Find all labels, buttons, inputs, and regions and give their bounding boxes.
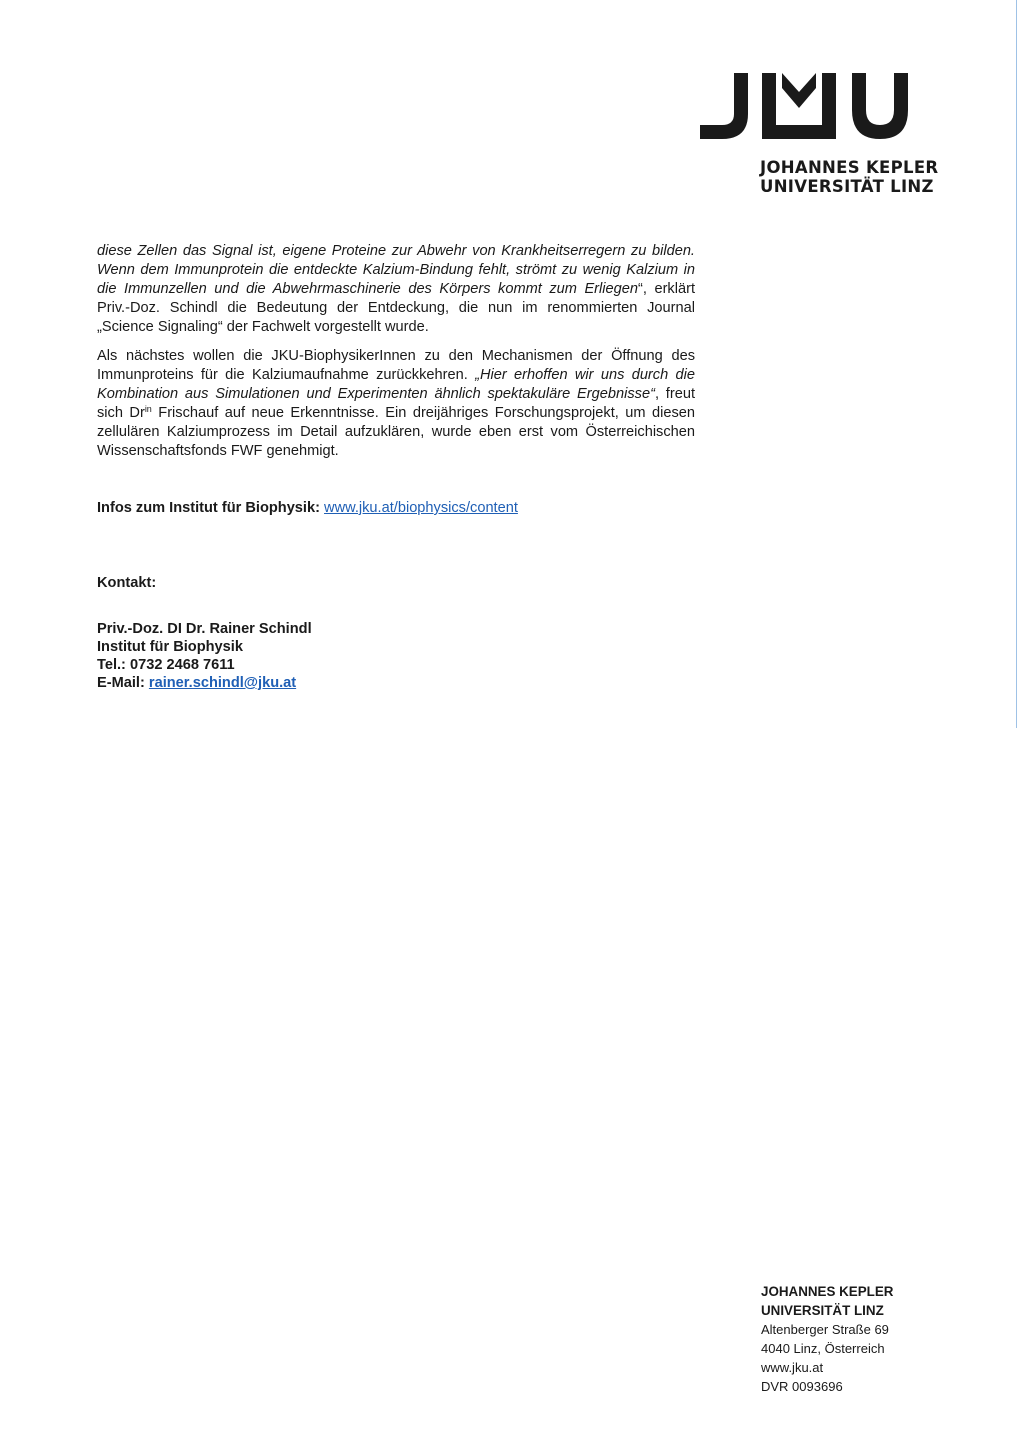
contact-email-link[interactable]: rainer.schindl@jku.at: [148, 675, 297, 691]
paragraph-1-rest: “, erklärt Priv.-Doz. Schindl die Bedeutung der Entdeckung, die nun im renommierten Journal „Science Signaling“ der Fachwelt vorgestellt wurde.: [97, 281, 695, 335]
paragraph-2: [97, 347, 695, 461]
page-edge-line: [1016, 0, 1017, 728]
contact-institute: Institut für Biophysik: [97, 639, 243, 655]
logo-line-1: JOHANNES KEPLER: [760, 158, 939, 177]
contact-phone: Tel.: 0732 2468 7611: [97, 657, 235, 673]
footer-dvr: DVR 0093696: [761, 1379, 843, 1394]
paragraph-2-quote: „Hier erhoffen wir uns durch die Kombination aus Simulationen und Experimenten ähnlich spektakuläre Ergebnisse“: [97, 367, 695, 402]
paragraph-2-part-2: , freut sich Dr: [97, 386, 696, 421]
institute-link[interactable]: www.jku.at/biophysics/content: [324, 500, 518, 516]
contact-email-row: [97, 674, 312, 692]
footer-address: [761, 1282, 893, 1396]
contact-block: [97, 620, 312, 692]
footer-line-2: UNIVERSITÄT LINZ: [761, 1303, 884, 1318]
contact-name: Priv.-Doz. DI Dr. Rainer Schindl: [97, 621, 312, 637]
body-text: [97, 242, 695, 461]
jku-logo: [698, 70, 953, 200]
paragraph-2-part-3: Frischauf auf neue Erkenntnisse. Ein dreijähriges Forschungsprojekt, um diesen zellulären Kalziumprozess im Detail aufzuklären, wurde eben erst vom Österreichischen Wissenschaftsfonds FWF genehmigt.: [97, 405, 696, 459]
contact-email-label: E-Mail:: [97, 675, 145, 691]
logo-wordmark: [760, 158, 938, 196]
paragraph-1-quote: diese Zellen das Signal ist, eigene Proteine zur Abwehr von Krankheitserregern zu bilden. Wenn dem Immunprotein die entdeckte Kalzium-Bindung fehlt, strömt zu wenig Kalzium in die Immunzellen und die Abwehrmaschinerie des Körpers kommt zum Erliegen: [97, 243, 695, 297]
contact-heading: Kontakt:: [97, 575, 157, 591]
footer-city: 4040 Linz, Österreich: [761, 1341, 885, 1356]
footer-street: Altenberger Straße 69: [761, 1322, 889, 1337]
footer-line-1: JOHANNES KEPLER: [761, 1284, 894, 1299]
footer-web: www.jku.at: [761, 1360, 824, 1375]
logo-line-2: UNIVERSITÄT LINZ: [760, 177, 934, 196]
paragraph-2-superscript: in: [144, 404, 152, 414]
institute-info: [97, 499, 518, 518]
institute-info-label: Infos zum Institut für Biophysik:: [97, 500, 320, 516]
jku-logo-mark: [698, 70, 913, 142]
paragraph-2-part-1: Als nächstes wollen die JKU-BiophysikerInnen zu den Mechanismen der Öffnung des Immunproteins für die Kalziumaufnahme zurückkehren.: [97, 348, 695, 383]
paragraph-1: [97, 242, 695, 337]
